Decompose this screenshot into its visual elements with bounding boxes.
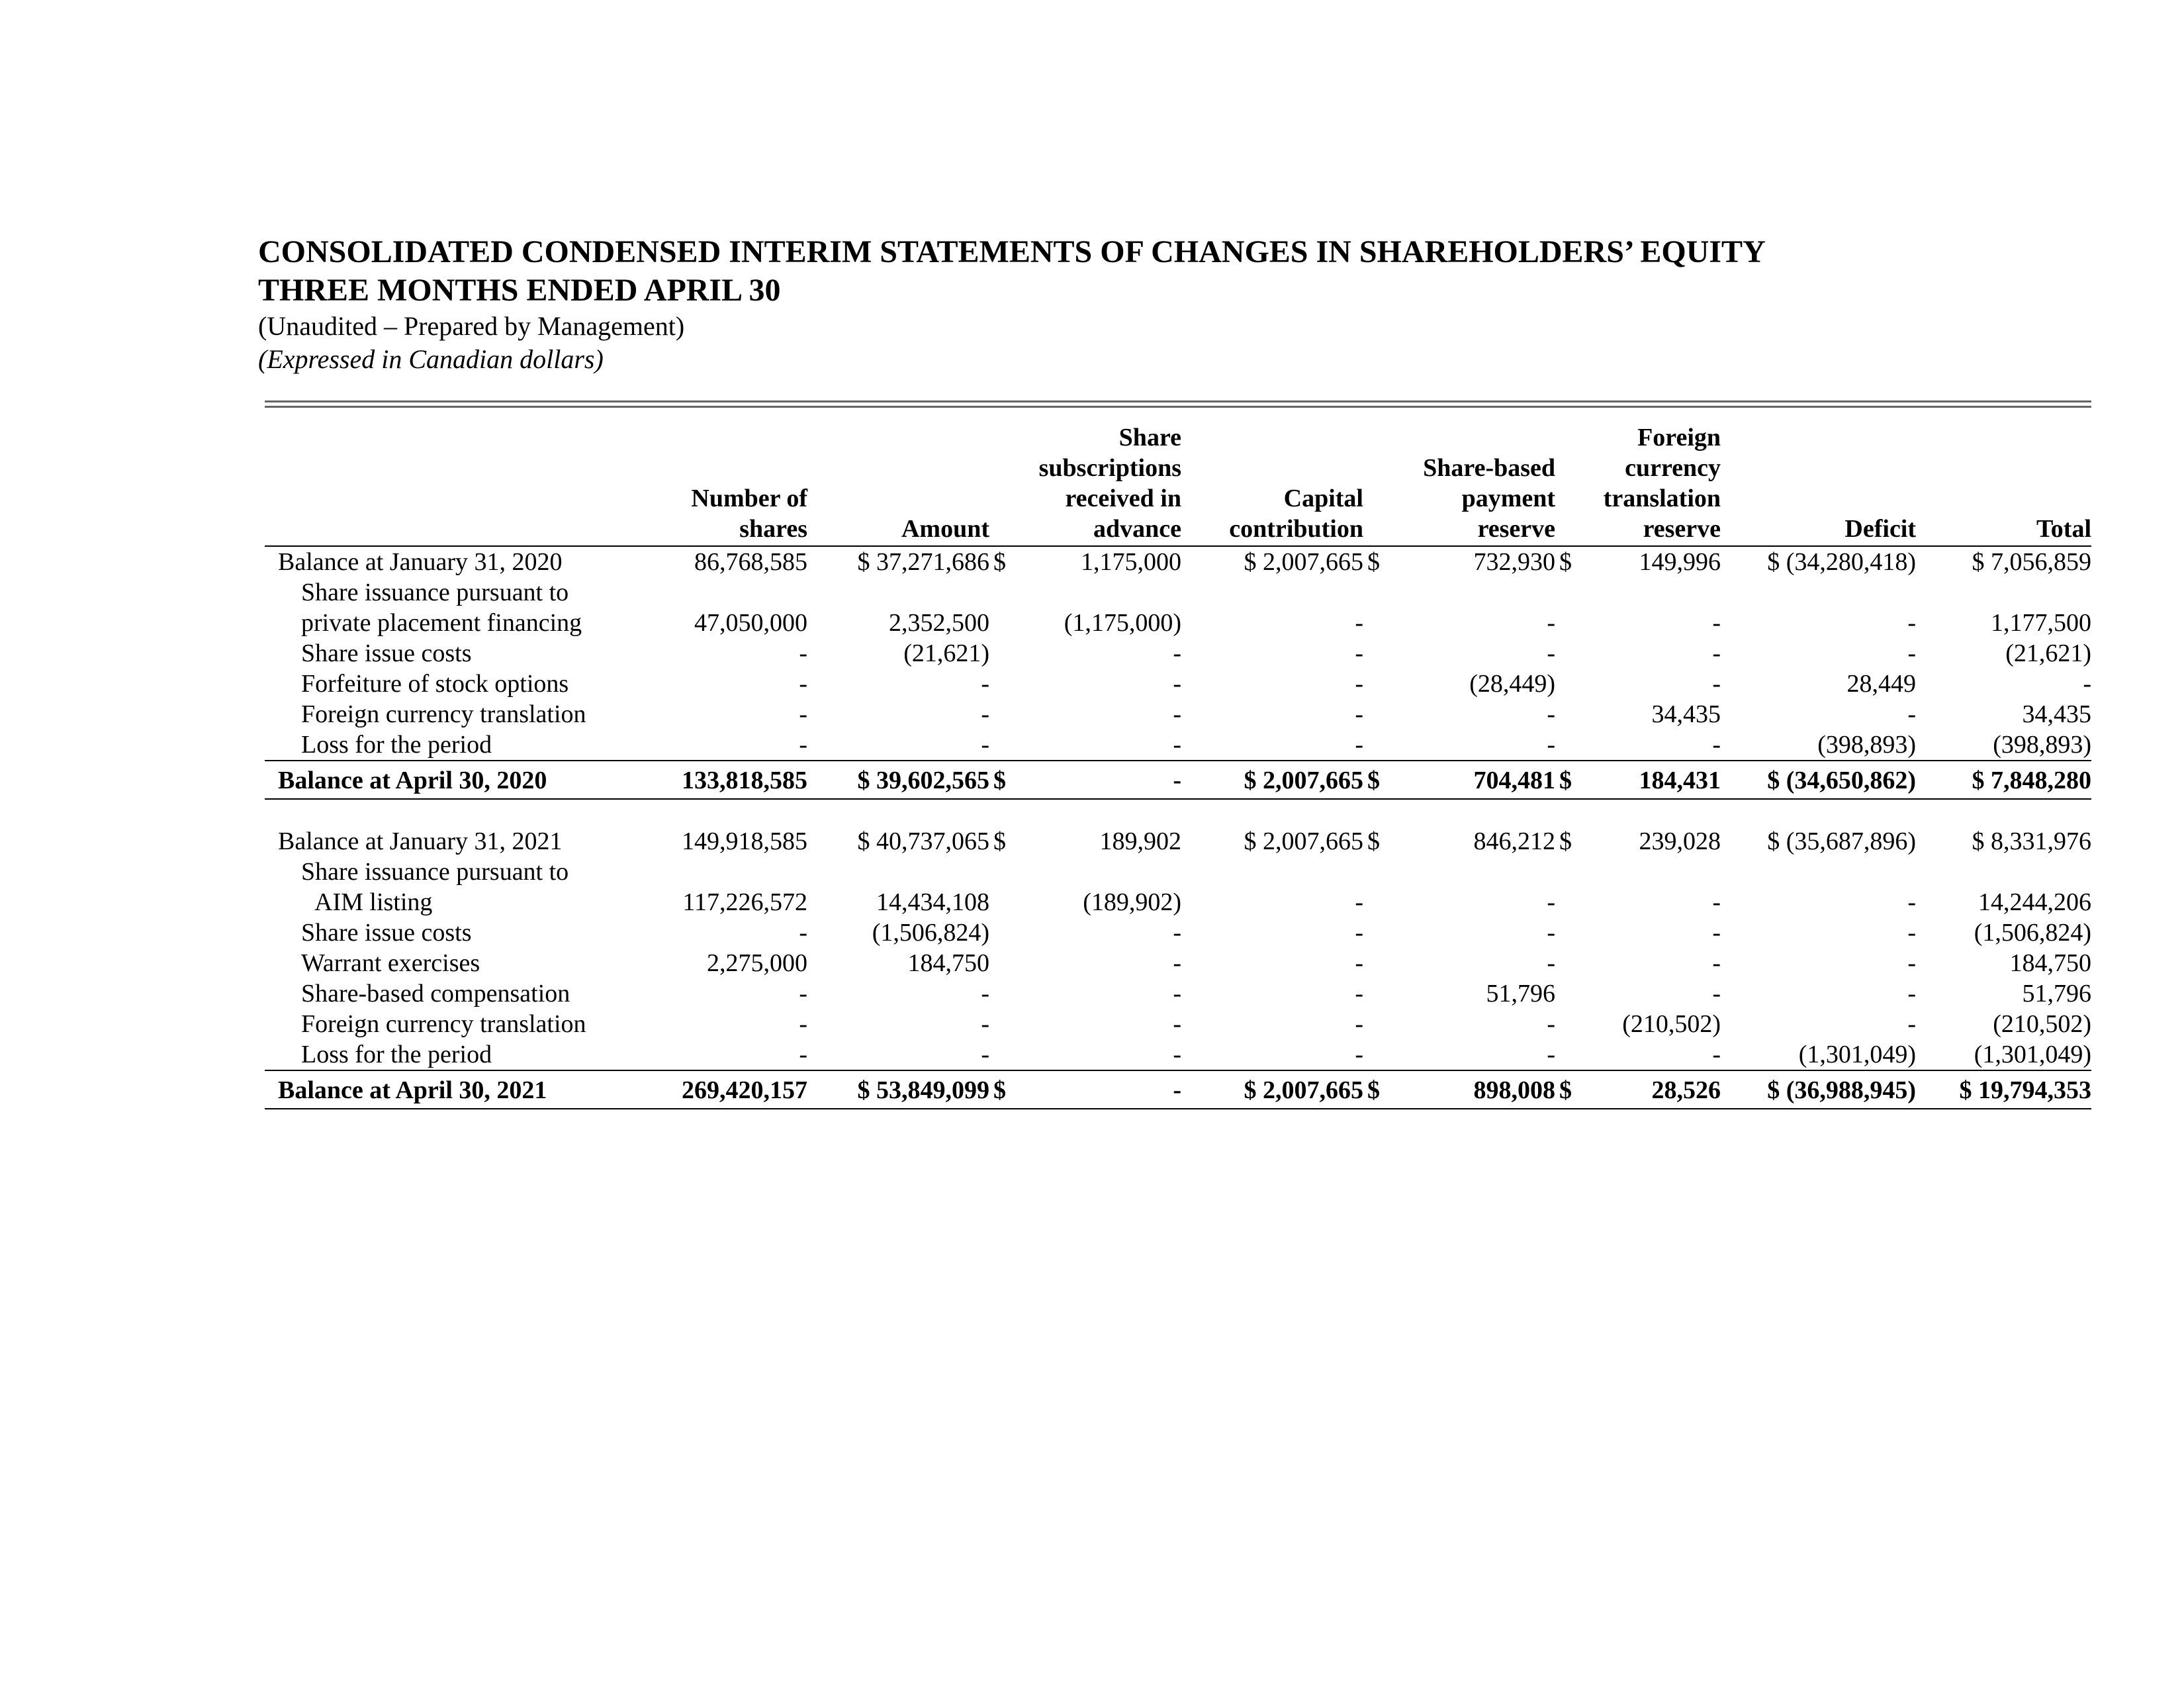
cell-sbp: - [1547,700,1556,728]
table-row [265,857,2091,887]
table-row [265,1039,2091,1070]
cell-sbp-currency [1363,699,1406,729]
cell-total: (1,506,824) [1974,919,2092,947]
cell-sbp: (28,449) [1469,670,1556,698]
cell-subscriptions: - [1173,1041,1181,1068]
row-label: Forfeiture of stock options [301,670,569,698]
cell-amount: 2,352,500 [889,609,989,637]
cell-shares [668,857,807,887]
cell-deficit [1721,577,1916,608]
cell-sbp-currency: $ [1363,1070,1406,1109]
statement-title: CONSOLIDATED CONDENSED INTERIM STATEMENTS OF CHANGES IN SHAREHOLDERS’ EQUITY [258,234,1766,269]
cell-fx-currency [1555,1009,1592,1039]
table-row [265,978,2091,1009]
cell-capital: $ 2,007,665 [1181,761,1363,799]
cell-shares: - [799,1041,807,1068]
cell-fx: 34,435 [1651,700,1721,728]
cell-sbp-currency [1363,948,1406,978]
cell-subscriptions-currency [989,729,1026,761]
cell-total: 14,244,206 [1978,888,2092,916]
cell-deficit [1721,857,1916,887]
cell-sbp-currency [1363,669,1406,699]
table-row [265,948,2091,978]
cell-subscriptions: - [1026,1070,1181,1109]
cell-subscriptions-currency: $ [993,548,1006,576]
cell-deficit: - [1907,1010,1917,1038]
cell-capital: - [1355,609,1363,637]
cell-fx: 149,996 [1639,548,1721,576]
cell-subscriptions: 1,175,000 [1081,548,1181,576]
cell-sbp-currency: $ [1367,548,1380,576]
cell-subscriptions-currency [989,1039,1026,1070]
cell-deficit: - [1907,949,1917,977]
cell-capital: - [1355,888,1363,916]
cell-subscriptions: - [1173,919,1181,947]
cell-amount: - [981,670,989,698]
row-label: Balance at April 30, 2020 [265,761,668,799]
cell-fx: - [1712,670,1721,698]
row-label: Warrant exercises [301,949,480,977]
cell-subscriptions-currency [989,948,1026,978]
cell-fx [1592,857,1721,887]
cell-amount: 14,434,108 [876,888,989,916]
cell-subscriptions: - [1173,639,1181,667]
cell-fx-currency [1555,857,1592,887]
cell-shares: 117,226,572 [682,888,807,916]
cell-capital: - [1355,700,1363,728]
cell-capital: - [1355,980,1363,1008]
cell-sbp: - [1547,1041,1556,1068]
cell-shares: - [799,919,807,947]
cell-total: $ 7,056,859 [1972,548,2092,576]
cell-fx: - [1712,980,1721,1008]
cell-fx-currency [1555,669,1592,699]
table-row [265,577,2091,608]
cell-total: 34,435 [2022,700,2092,728]
cell-amount: (1,506,824) [872,919,989,947]
cell-sbp: 732,930 [1473,548,1556,576]
row-label: Share issuance pursuant to [301,858,569,886]
cell-fx-currency [1555,978,1592,1009]
cell-subscriptions: - [1026,761,1181,799]
cell-sbp-currency [1363,978,1406,1009]
cell-total: 1,177,500 [1991,609,2092,637]
cell-shares: 86,768,585 [694,548,807,576]
cell-subscriptions-currency [989,978,1026,1009]
header-fx-reserve: Foreign currency translation reserve [1555,422,1721,546]
row-label: Foreign currency translation [301,700,586,728]
row-label: Share issue costs [301,639,472,667]
row-label: private placement financing [301,609,582,637]
cell-fx: 184,431 [1592,761,1721,799]
cell-fx-currency [1555,577,1592,608]
cell-subscriptions: - [1173,1010,1181,1038]
cell-capital: - [1355,1041,1363,1068]
cell-shares: 149,918,585 [682,827,807,855]
cell-sbp: - [1547,1010,1556,1038]
cell-sbp: - [1547,919,1556,947]
cell-capital: - [1355,949,1363,977]
cell-deficit: - [1907,639,1917,667]
cell-subscriptions: (189,902) [1083,888,1181,916]
cell-deficit: $ (34,280,418) [1767,548,1917,576]
cell-total: (1,301,049) [1974,1041,2092,1068]
row-label: Share issuance pursuant to [301,579,569,606]
row-label: Share-based compensation [301,980,570,1008]
cell-sbp-currency [1363,887,1406,917]
cell-shares [668,577,807,608]
table-row [265,608,2091,638]
cell-subscriptions-currency [989,1009,1026,1039]
row-label: Balance at April 30, 2021 [265,1070,668,1109]
cell-sbp-currency [1363,917,1406,948]
equity-table [265,422,2091,1109]
cell-amount: - [981,1041,989,1068]
header-amount: Amount [807,422,989,546]
cell-amount: - [981,1010,989,1038]
cell-amount: $ 39,602,565 [807,761,989,799]
cell-fx: - [1712,609,1721,637]
cell-sbp: 704,481 [1406,761,1555,799]
statement-header [258,233,1766,376]
cell-fx: - [1712,919,1721,947]
table-row [265,917,2091,948]
cell-subscriptions-currency [989,699,1026,729]
cell-subscriptions: - [1173,670,1181,698]
cell-subscriptions: - [1173,980,1181,1008]
row-label: AIM listing [314,888,433,916]
header-capital: Capital contribution [1181,422,1363,546]
row-label: Foreign currency translation [301,1010,586,1038]
cell-sbp-currency [1363,1009,1406,1039]
cell-fx-currency [1555,948,1592,978]
row-label: Share issue costs [301,919,472,947]
cell-subscriptions: - [1173,731,1181,759]
cell-subscriptions: 189,902 [1099,827,1181,855]
cell-sbp: - [1547,639,1556,667]
cell-total [1916,577,2091,608]
cell-deficit: (1,301,049) [1798,1041,1917,1068]
cell-capital: - [1355,919,1363,947]
cell-deficit: - [1907,700,1917,728]
cell-fx-currency: $ [1555,761,1592,799]
cell-fx: - [1712,639,1721,667]
header-shares: Number of shares [668,422,807,546]
cell-fx: (210,502) [1622,1010,1721,1038]
cell-subscriptions-currency [989,577,1026,608]
cell-sbp-currency [1363,577,1406,608]
statement-period: THREE MONTHS ENDED APRIL 30 [258,273,781,308]
cell-shares: - [799,1010,807,1038]
cell-subscriptions-currency: $ [993,827,1006,855]
cell-deficit: $ (35,687,896) [1767,827,1917,855]
cell-amount: - [981,700,989,728]
cell-capital: - [1355,731,1363,759]
top-double-rule [265,400,2091,408]
cell-fx-currency [1555,729,1592,761]
cell-shares: - [799,639,807,667]
cell-shares: - [799,670,807,698]
balance-total-row [265,761,2091,799]
cell-deficit: 28,449 [1846,670,1917,698]
cell-fx: - [1712,888,1721,916]
cell-sbp [1406,857,1555,887]
cell-sbp: 898,008 [1406,1070,1555,1109]
cell-deficit: - [1907,609,1917,637]
cell-subscriptions-currency: $ [989,761,1026,799]
column-header-row [265,422,2091,546]
cell-capital: - [1355,1010,1363,1038]
cell-amount: - [981,980,989,1008]
cell-amount: $ 40,737,065 [857,827,989,855]
cell-total [1916,857,2091,887]
cell-fx-currency [1555,638,1592,669]
cell-total: (21,621) [2005,639,2092,667]
cell-total: $ 8,331,976 [1972,827,2092,855]
cell-shares: 47,050,000 [694,609,807,637]
cell-subscriptions-currency: $ [989,1070,1026,1109]
cell-subscriptions-currency [989,917,1026,948]
cell-subscriptions [1026,857,1181,887]
cell-sbp: - [1547,949,1556,977]
cell-capital: $ 2,007,665 [1244,548,1363,576]
header-total: Total [1916,422,2091,546]
cell-sbp-currency [1363,608,1406,638]
cell-fx [1592,577,1721,608]
table-row [265,546,2091,577]
cell-total: 51,796 [2022,980,2092,1008]
cell-fx: - [1712,949,1721,977]
cell-fx: - [1712,731,1721,759]
cell-fx-currency [1555,917,1592,948]
header-deficit: Deficit [1721,422,1916,546]
cell-total: (210,502) [1993,1010,2092,1038]
cell-sbp-currency [1363,857,1406,887]
cell-subscriptions: (1,175,000) [1064,609,1181,637]
cell-fx: - [1712,1041,1721,1068]
equity-table-container [265,400,2091,1109]
row-label: Balance at January 31, 2020 [278,548,563,576]
cell-sbp: - [1547,609,1556,637]
cell-subscriptions: - [1173,700,1181,728]
cell-sbp-currency [1363,729,1406,761]
cell-sbp: 51,796 [1486,980,1556,1008]
cell-deficit: - [1907,980,1917,1008]
table-row [265,729,2091,761]
cell-sbp: - [1547,888,1556,916]
table-row [265,699,2091,729]
cell-fx-currency [1555,608,1592,638]
cell-subscriptions-currency [989,669,1026,699]
table-row [265,638,2091,669]
section-spacer [265,799,2091,826]
cell-sbp-currency [1363,638,1406,669]
cell-sbp-currency: $ [1367,827,1380,855]
cell-subscriptions-currency [989,887,1026,917]
cell-deficit: - [1907,919,1917,947]
table-row [265,826,2091,857]
cell-fx: 28,526 [1592,1070,1721,1109]
statement-currency-note: (Expressed in Canadian dollars) [258,344,604,374]
cell-amount: $ 53,849,099 [807,1070,989,1109]
cell-amount [807,857,989,887]
cell-sbp [1406,577,1555,608]
cell-capital: $ 2,007,665 [1181,1070,1363,1109]
cell-capital [1181,577,1363,608]
cell-capital: - [1355,670,1363,698]
cell-total: 184,750 [2009,949,2092,977]
cell-amount: - [981,731,989,759]
table-row [265,669,2091,699]
cell-deficit: - [1907,888,1917,916]
cell-fx-currency: $ [1559,827,1572,855]
cell-shares: 2,275,000 [707,949,807,977]
table-row [265,1009,2091,1039]
row-label: Loss for the period [301,731,492,759]
header-share-based-payment: Share-based payment reserve [1363,422,1555,546]
cell-subscriptions [1026,577,1181,608]
cell-subscriptions-currency [989,608,1026,638]
cell-shares: 269,420,157 [668,1070,807,1109]
cell-subscriptions-currency [989,857,1026,887]
cell-capital: - [1355,639,1363,667]
cell-shares: - [799,700,807,728]
cell-shares: 133,818,585 [668,761,807,799]
cell-capital: $ 2,007,665 [1244,827,1363,855]
balance-total-row [265,1070,2091,1109]
cell-total: $ 7,848,280 [1916,761,2091,799]
cell-sbp-currency [1363,1039,1406,1070]
cell-fx-currency [1555,887,1592,917]
cell-fx: 239,028 [1639,827,1721,855]
cell-fx-currency [1555,1039,1592,1070]
cell-total: (398,893) [1993,731,2092,759]
statement-audit-note: (Unaudited – Prepared by Management) [258,311,685,341]
cell-deficit: $ (36,988,945) [1721,1070,1916,1109]
cell-amount: $ 37,271,686 [857,548,989,576]
cell-sbp: - [1547,731,1556,759]
header-label [265,422,668,546]
cell-subscriptions: - [1173,949,1181,977]
cell-amount: 184,750 [907,949,989,977]
cell-fx-currency: $ [1559,548,1572,576]
cell-total: $ 19,794,353 [1916,1070,2091,1109]
cell-total: - [2083,670,2092,698]
row-label: Balance at January 31, 2021 [278,827,563,855]
cell-amount [807,577,989,608]
header-subscriptions: Share subscriptions received in advance [989,422,1181,546]
cell-sbp: 846,212 [1473,827,1556,855]
cell-shares: - [799,980,807,1008]
table-row [265,887,2091,917]
cell-deficit: $ (34,650,862) [1721,761,1916,799]
row-label: Loss for the period [301,1041,492,1068]
cell-amount: (21,621) [903,639,989,667]
cell-shares: - [799,731,807,759]
cell-sbp-currency: $ [1363,761,1406,799]
cell-deficit: (398,893) [1817,731,1917,759]
cell-subscriptions-currency [989,638,1026,669]
cell-capital [1181,857,1363,887]
cell-fx-currency [1555,699,1592,729]
cell-fx-currency: $ [1555,1070,1592,1109]
